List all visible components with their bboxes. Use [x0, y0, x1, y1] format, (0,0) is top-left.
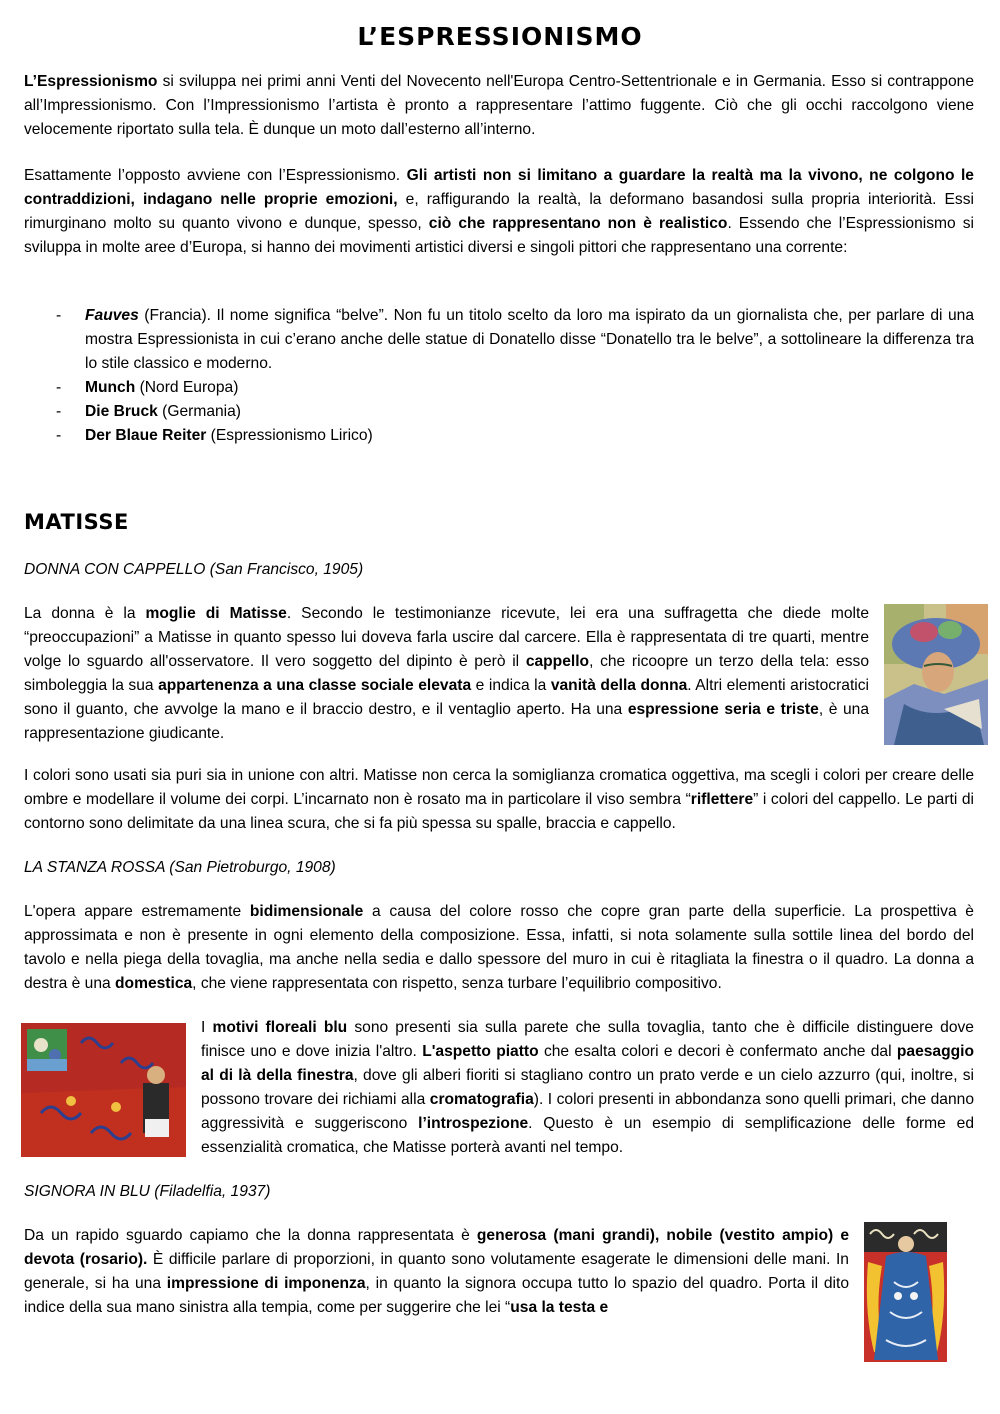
- work1-paragraph-2: I colori sono usati sia puri sia in unione con altri. Matisse non cerca la somiglianza cromatica oggettiva, ma scegli i colori per creare delle ombre e modellare il volume dei corpi. L’incarnato non è rosato ma in particolare il viso sembra “riflettere” i colori del cappello. Le parti di contorno sono delimitate da una linea scura, che si fa più spessa su spalle, braccia e cappello.: [24, 767, 974, 832]
- intro-paragraph-1: L’Espressionismo si sviluppa nei primi anni Venti del Novecento nell'Europa Centro-Settentrionale e in Germania. Esso si contrappone all’Impressionismo. Con l’Impressionismo l’artista è pronto a rappresentare l’attimo fuggente. Ciò che gli occhi raccolgono viene velocemente riportato sulla tela. È dunque un moto dall’esterno all’interno.: [24, 73, 974, 138]
- work-subtitle: DONNA CON CAPPELLO (San Francisco, 1905): [24, 561, 364, 578]
- currents-list: [24, 304, 974, 448]
- list-item: - Der Blaue Reiter (Espressionismo Lirico): [24, 424, 974, 448]
- work1-paragraph-1: La donna è la moglie di Matisse. Secondo le testimonianze ricevute, lei era una suffragetta che diede molte “preoccupazioni” a Matisse in quanto spesso lui doveva farla uscire dal carcere. Ella è rappresentata di tre quarti, mentre volge lo sguardo all'osservatore. Il vero soggetto del dipinto è però il cappello, che ricoopre un terzo della tela: esso simboleggia la sua appartenenza a una classe sociale elevata e indica la vanità della donna. Altri elementi aristocratici sono il guanto, che avvolge la mano e il braccio destro, e il ventaglio aperto. Ha una espressione seria e triste, è una rappresentazione giudicante.: [24, 605, 870, 742]
- work-subtitle: SIGNORA IN BLU (Filadelfia, 1937): [24, 1183, 271, 1200]
- section-heading-matisse: MATISSE: [24, 510, 129, 534]
- list-item: - Munch (Nord Europa): [24, 376, 974, 400]
- work-subtitle: LA STANZA ROSSA (San Pietroburgo, 1908): [24, 859, 336, 876]
- intro-paragraph-2: Esattamente l’opposto avviene con l’Espressionismo. Gli artisti non si limitano a guardare la realtà ma la vivono, ne colgono le contraddizioni, indagano nelle proprie emozioni, e, raffigurando la realtà, la deformano basandosi sulla propria interiorità. Essi rimurginano molto su quanto vivono e dunque, spesso, ciò che rappresentano non è realistico. Essendo che l’Espressionismo si sviluppa in molte aree d’Europa, si hanno dei movimenti artistici diversi e singoli pittori che rappresentano una corrente:: [24, 167, 974, 256]
- list-item: - Fauves (Francia). Il nome significa “belve”. Non fu un titolo scelto da loro ma ispirato da un giornalista che, per parlare di una mostra Espressionista in cui c’erano anche delle statue di Donatello disse “Donatello tra le belve”, a sottolineare la differenza tra lo stile classico e moderno.: [24, 304, 974, 376]
- painting-signora-in-blu: [864, 1222, 947, 1362]
- page-title: L’ESPRESSIONISMO: [357, 22, 643, 51]
- work2-paragraph-2: I motivi floreali blu sono presenti sia sulla parete che sulla tovaglia, tanto che è difficile distinguere dove finisce uno e dove inizia l'altro. L'aspetto piatto che esalta colori e decori è confermato anche dal paesaggio al di là della finestra, dove gli alberi fioriti si stagliano contro un prato verde e un cielo azzurro (qui, inoltre, si possono trovare dei richiami alla cromatografia). I colori presenti in abbondanza sono quelli primari, che danno aggressività e suggeriscono l’introspezione. Questo è un esempio di semplificazione delle forme ed essenzialità cromatica, che Matisse porterà avanti nel tempo.: [201, 1019, 975, 1156]
- painting-la-stanza-rossa: [21, 1023, 186, 1157]
- painting-donna-con-cappello: [884, 604, 988, 745]
- work3-paragraph-1: Da un rapido sguardo capiamo che la donna rappresentata è generosa (mani grandi), nobile (vestito ampio) e devota (rosario). È difficile parlare di proporzioni, in quanto sono volutamente esagerate le dimensioni delle mani. In generale, si ha una impressione di imponenza, in quanto la signora occupa tutto lo spazio del quadro. Porta il dito indice della sua mano sinistra alla tempia, come per suggerire che lei “usa la testa e: [24, 1227, 849, 1316]
- list-item: - Die Bruck (Germania): [24, 400, 974, 424]
- work2-paragraph-1: L'opera appare estremamente bidimensionale a causa del colore rosso che copre gran parte della superficie. La prospettiva è approssimata e non è presente in ogni elemento della composizione. Essa, infatti, si nota solamente sulla sottile linea del bordo del tavolo e nella piega della tovaglia, ma anche nella sedia e dallo spessore del muro in cui è ritagliata la finestra o il quadro. La donna a destra è una domestica, che viene rappresentata con rispetto, senza turbare l’equilibrio compositivo.: [24, 903, 974, 992]
